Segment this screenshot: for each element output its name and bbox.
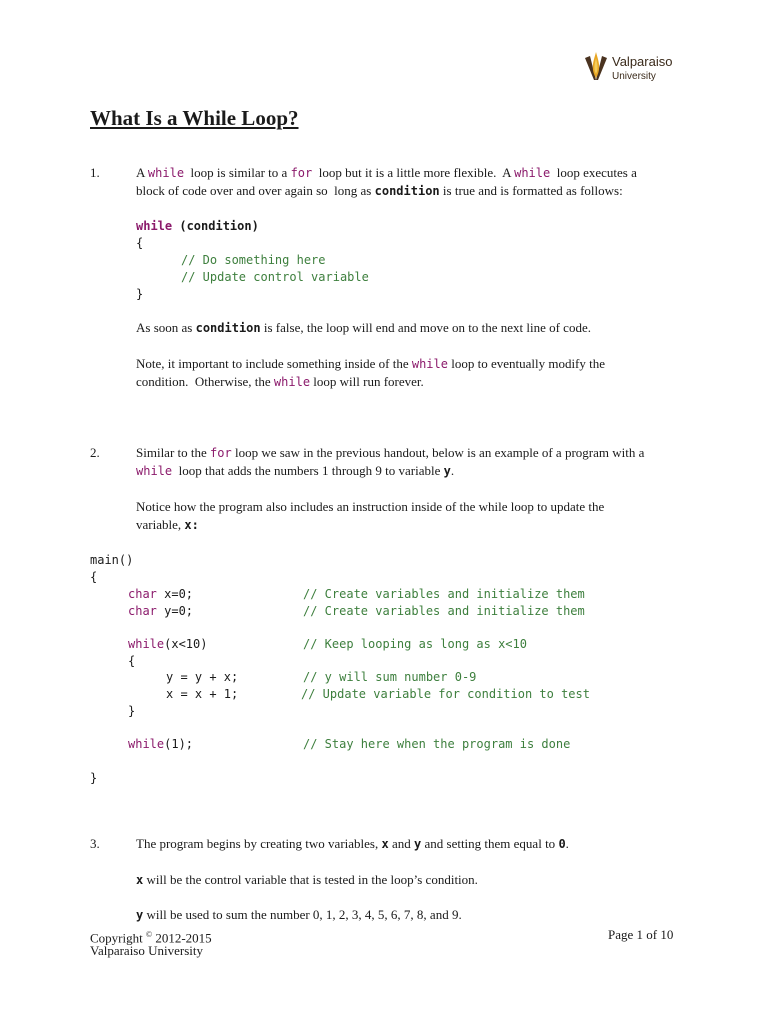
code-while-header: while (condition) (136, 219, 259, 233)
code-while-open: { (128, 654, 136, 668)
item3-paragraph2: x will be the control variable that is tested in the loop’s condition. (136, 872, 478, 887)
item1-line1: A while loop is similar to a for loop but it is a little more flexible. A while loop executes a (136, 165, 637, 180)
torch-icon (582, 50, 610, 86)
footer-organization: Valparaiso University (90, 943, 204, 958)
code-increment-statement: x = x + 1; (166, 687, 239, 701)
code-sum-statement: y = y + x; (166, 670, 239, 684)
logo-name: Valparaiso (612, 54, 673, 69)
code-close-brace: } (136, 287, 144, 301)
code-main: main() (90, 553, 134, 567)
item2-paragraph2b: variable, x: (136, 517, 199, 532)
code-decl-x: char x=0; (128, 587, 194, 601)
footer-copyright: Copyright © 2012-2015 (90, 930, 212, 946)
code-comment-decl-y: // Create variables and initialize them (303, 604, 585, 618)
code-main-open: { (90, 570, 98, 584)
code-decl-y: char y=0; (128, 604, 194, 618)
code-comment-decl-x: // Create variables and initialize them (303, 587, 585, 601)
logo-subname: University (612, 71, 656, 82)
item1-paragraph3b: condition. Otherwise, the while loop will run forever. (136, 374, 424, 389)
code-comment-while: // Keep looping as long as x<10 (303, 637, 527, 651)
list-number-1: 1. (90, 165, 100, 180)
code-comment-increment: // Update variable for condition to test (301, 687, 590, 701)
code-while-forever: while(1); (128, 737, 194, 751)
copyright-symbol: © (145, 930, 153, 939)
item2-line1: Similar to the for loop we saw in the previous handout, below is an example of a program with a (136, 445, 645, 460)
code-main-close: } (90, 771, 98, 785)
page-title: What Is a While Loop? (90, 106, 299, 130)
code-while-close: } (128, 704, 136, 718)
list-number-3: 3. (90, 836, 100, 851)
code-comment-1: // Do something here (181, 253, 326, 267)
item2-line2: while loop that adds the numbers 1 through 9 to variable y. (136, 463, 455, 478)
page-number: Page 1 of 10 (608, 927, 674, 942)
code-comment-forever: // Stay here when the program is done (303, 737, 571, 751)
item3-paragraph3: y will be used to sum the number 0, 1, 2, 3, 4, 5, 6, 7, 8, and 9. (136, 907, 462, 922)
item1-paragraph3a: Note, it important to include something inside of the while loop to eventually modify the (136, 356, 606, 371)
item1-line2: block of code over and over again so long as condition is true and is formatted as follows: (136, 183, 623, 198)
item1-paragraph2: As soon as condition is false, the loop will end and move on to the next line of code. (136, 320, 591, 335)
item3-line1: The program begins by creating two variables, x and y and setting them equal to 0. (136, 836, 569, 851)
list-number-2: 2. (90, 445, 100, 460)
item2-paragraph2a: Notice how the program also includes an instruction inside of the while loop to update the (136, 499, 605, 514)
code-comment-sum: // y will sum number 0-9 (303, 670, 477, 684)
code-while: while(x<10) (128, 637, 208, 651)
code-comment-2: // Update control variable (181, 270, 369, 284)
code-open-brace: { (136, 236, 144, 250)
